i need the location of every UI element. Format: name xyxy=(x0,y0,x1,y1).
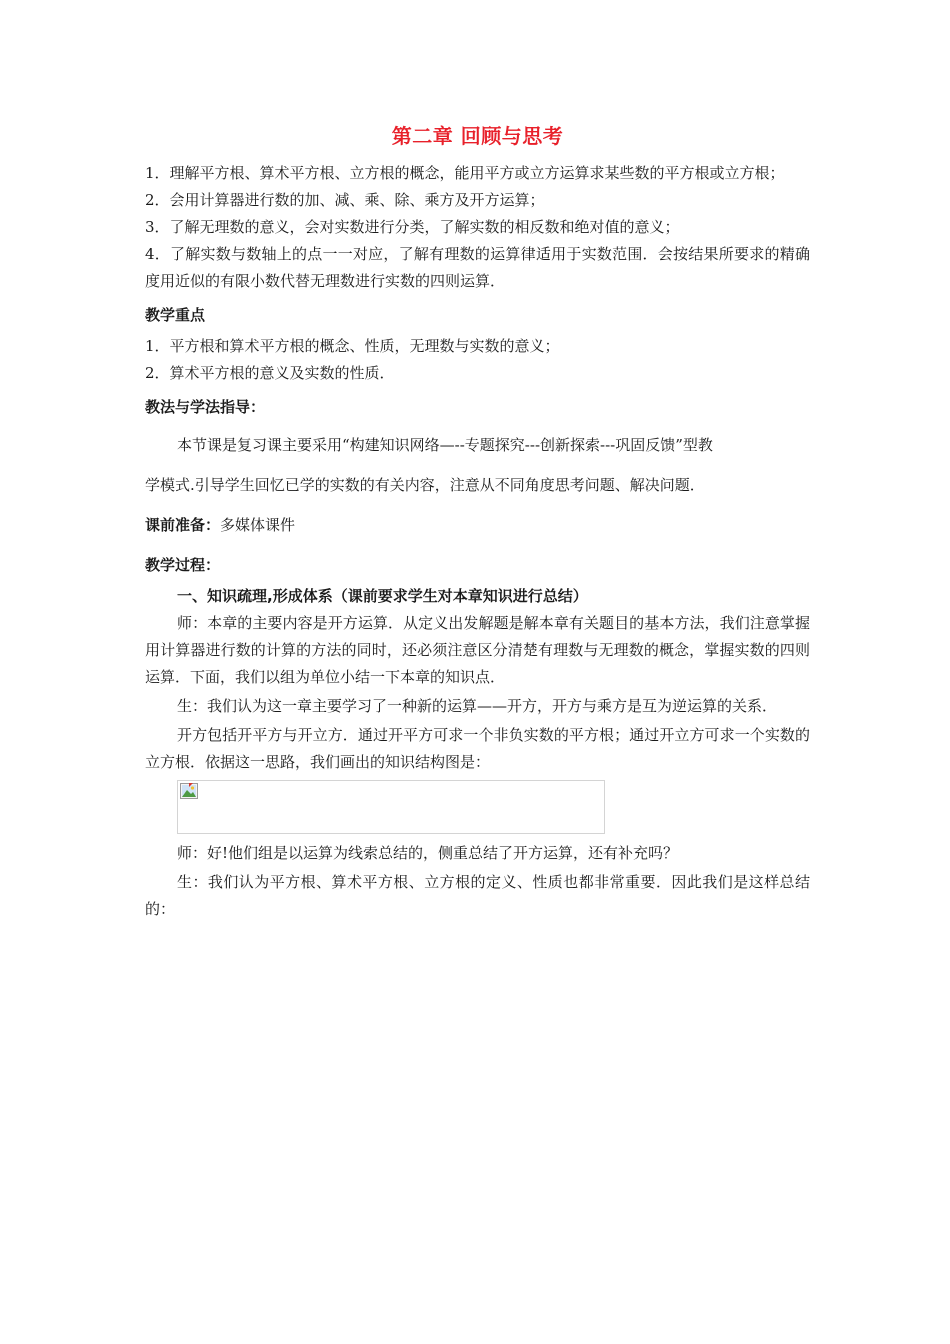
objectives-list xyxy=(145,160,810,295)
key-points-heading: 教学重点 xyxy=(145,306,206,324)
paragraph-student-2: 生：我们认为平方根、算术平方根、立方根的定义、性质也都非常重要．因此我们是这样总结的： xyxy=(145,873,810,918)
method-line-2: 学模式.引导学生回忆已学的实数的有关内容，注意从不同角度思考问题、解决问题． xyxy=(145,476,705,494)
objective-item: 3．了解无理数的意义，会对实数进行分类，了解实数的相反数和绝对值的意义； xyxy=(145,218,680,236)
objective-item: 2．会用计算器进行数的加、减、乘、除、乘方及开方运算； xyxy=(145,191,545,209)
broken-image-icon xyxy=(180,783,198,799)
method-heading: 教法与学法指导： xyxy=(145,398,266,416)
key-points-list xyxy=(145,333,810,387)
preparation-line xyxy=(145,505,810,545)
document-page xyxy=(145,118,810,923)
page-title: 第二章 回顾与思考 xyxy=(391,124,564,148)
knowledge-structure-image xyxy=(177,780,605,834)
preparation-value: 多媒体课件 xyxy=(220,516,296,534)
section-1-title: 一、知识疏理,形成体系（课前要求学生对本章知识进行总结） xyxy=(177,587,588,605)
objective-item: 4．了解实数与数轴上的点一一对应，了解有理数的运算律适用于实数范围．会按结果所要求的精确度用近似的有限小数代替无理数进行实数的四则运算． xyxy=(145,245,810,290)
key-point-item: 2．算术平方根的意义及实数的性质． xyxy=(145,364,395,382)
key-point-item: 1．平方根和算术平方根的概念、性质，无理数与实数的意义； xyxy=(145,337,560,355)
objective-item: 1．理解平方根、算术平方根、立方根的概念，能用平方或立方运算求某些数的平方根或立方根； xyxy=(145,164,785,182)
paragraph-roots: 开方包括开平方与开立方．通过开平方可求一个非负实数的平方根；通过开立方可求一个实数的立方根．依据这一思路，我们画出的知识结构图是： xyxy=(145,726,810,771)
paragraph-teacher-1: 师：本章的主要内容是开方运算．从定义出发解题是解本章有关题目的基本方法，我们注意掌握用计算器进行数的计算的方法的同时，还必须注意区分清楚有理数与无理数的概念，掌握实数的四则运算．下面，我们以组为单位小结一下本章的知识点． xyxy=(145,614,810,686)
paragraph-teacher-2: 师：好!他们组是以运算为线索总结的，侧重总结了开方运算，还有补充吗？ xyxy=(177,844,679,862)
paragraph-student-1: 生：我们认为这一章主要学习了一种新的运算——开方，开方与乘方是互为逆运算的关系． xyxy=(177,697,778,715)
process-heading: 教学过程： xyxy=(145,556,221,574)
method-line-1: 本节课是复习课主要采用“构建知识网络—--专题探究---创新探索---巩固反馈”型教 xyxy=(177,436,713,454)
preparation-label: 课前准备： xyxy=(145,516,221,534)
